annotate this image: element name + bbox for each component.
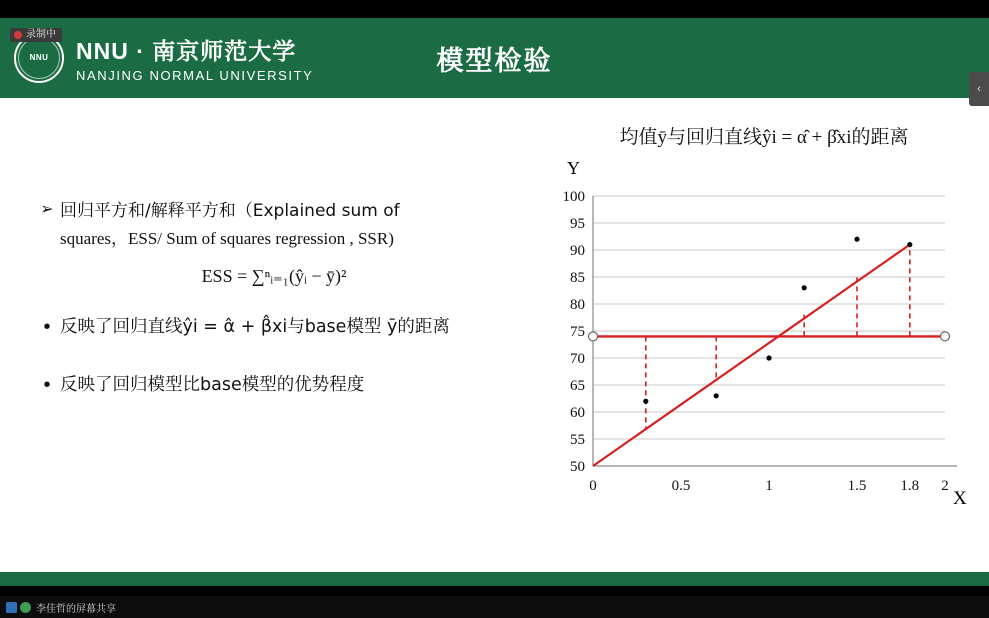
x-tick-label: 2 bbox=[941, 478, 949, 494]
data-point bbox=[714, 393, 719, 398]
taskbar bbox=[0, 596, 989, 618]
data-point bbox=[907, 242, 912, 247]
x-tick-label: 1.8 bbox=[900, 478, 920, 494]
y-tick-label: 100 bbox=[562, 189, 585, 205]
university-name bbox=[76, 33, 313, 83]
y-tick-label: 65 bbox=[570, 378, 585, 394]
y-tick-label: 60 bbox=[570, 405, 585, 421]
x-tick-label: 0 bbox=[589, 478, 597, 494]
data-point bbox=[802, 285, 807, 290]
arrow-bullet-icon: ➢ bbox=[40, 201, 54, 218]
ess-formula: ESS = ∑ⁿᵢ₌₁(ŷᵢ − ȳ)² bbox=[201, 266, 347, 287]
x-tick-label: 1 bbox=[765, 478, 773, 494]
recording-badge bbox=[10, 28, 62, 42]
person-icon[interactable] bbox=[20, 602, 31, 613]
seal-inner-text: NNU bbox=[18, 37, 60, 79]
university-name-en: NANJING NORMAL UNIVERSITY bbox=[76, 68, 314, 83]
data-point bbox=[643, 399, 648, 404]
dot-bullet-icon-2: • bbox=[43, 374, 51, 397]
slide-footer-band bbox=[0, 572, 989, 586]
slide-header bbox=[0, 18, 989, 98]
bullet-item-2 bbox=[34, 313, 514, 341]
bullet-item-1-text bbox=[60, 198, 400, 252]
university-name-cn: NNU · 南京师范大学 bbox=[76, 38, 297, 64]
bullet-item-3 bbox=[34, 371, 514, 399]
x-tick-label: 1.5 bbox=[847, 478, 867, 494]
data-point bbox=[766, 355, 771, 360]
x-tick-label: 0.5 bbox=[671, 478, 691, 494]
regression-line bbox=[593, 245, 910, 466]
chart-caption: 均值ȳ与回归直线ŷi = α̂ + β̂xi的距离 bbox=[619, 127, 909, 148]
x-axis-label: X bbox=[953, 488, 967, 509]
chart-svg bbox=[545, 158, 985, 558]
slide-body-left bbox=[34, 198, 514, 405]
y-tick-label: 85 bbox=[570, 270, 585, 286]
y-tick-label: 80 bbox=[570, 297, 585, 313]
y-tick-label: 75 bbox=[570, 324, 585, 340]
y-tick-label: 55 bbox=[570, 432, 585, 448]
y-axis-label: Y bbox=[567, 158, 580, 178]
record-dot-icon bbox=[14, 31, 22, 39]
taskbar-icons bbox=[6, 602, 31, 613]
bullet-item-1-line1: 回归平方和/解释平方和（Explained sum of bbox=[60, 201, 400, 221]
dot-bullet-icon: • bbox=[43, 316, 51, 339]
bullet-item-2-text: 反映了回归直线ŷi = α̂ + β̂xi与base模型 ȳ的距离 bbox=[60, 317, 450, 338]
bullet-item-3-text: 反映了回归模型比base模型的优势程度 bbox=[60, 375, 365, 396]
data-point bbox=[854, 237, 859, 242]
slide-title: 模型检验 bbox=[436, 45, 553, 76]
y-tick-label: 95 bbox=[570, 216, 585, 232]
window-top-strip bbox=[0, 0, 989, 18]
panel-collapse-handle[interactable]: ‹ bbox=[969, 72, 989, 106]
mean-line-endpoint-marker bbox=[941, 332, 950, 341]
mean-line-endpoint-marker bbox=[589, 332, 598, 341]
recording-label: 录制中 bbox=[26, 29, 56, 40]
scatter-chart bbox=[545, 158, 985, 558]
share-status-label: 李佳哲的屏幕共享 bbox=[36, 603, 116, 615]
screen-share-icon[interactable] bbox=[6, 602, 17, 613]
y-tick-label: 70 bbox=[570, 351, 585, 367]
presentation-slide bbox=[0, 18, 989, 586]
bullet-item-1-line2: squares，ESS/ Sum of squares regression , SSR) bbox=[60, 229, 394, 249]
y-tick-label: 90 bbox=[570, 243, 585, 259]
bullet-item-1 bbox=[34, 198, 514, 252]
y-tick-label: 50 bbox=[570, 459, 585, 475]
